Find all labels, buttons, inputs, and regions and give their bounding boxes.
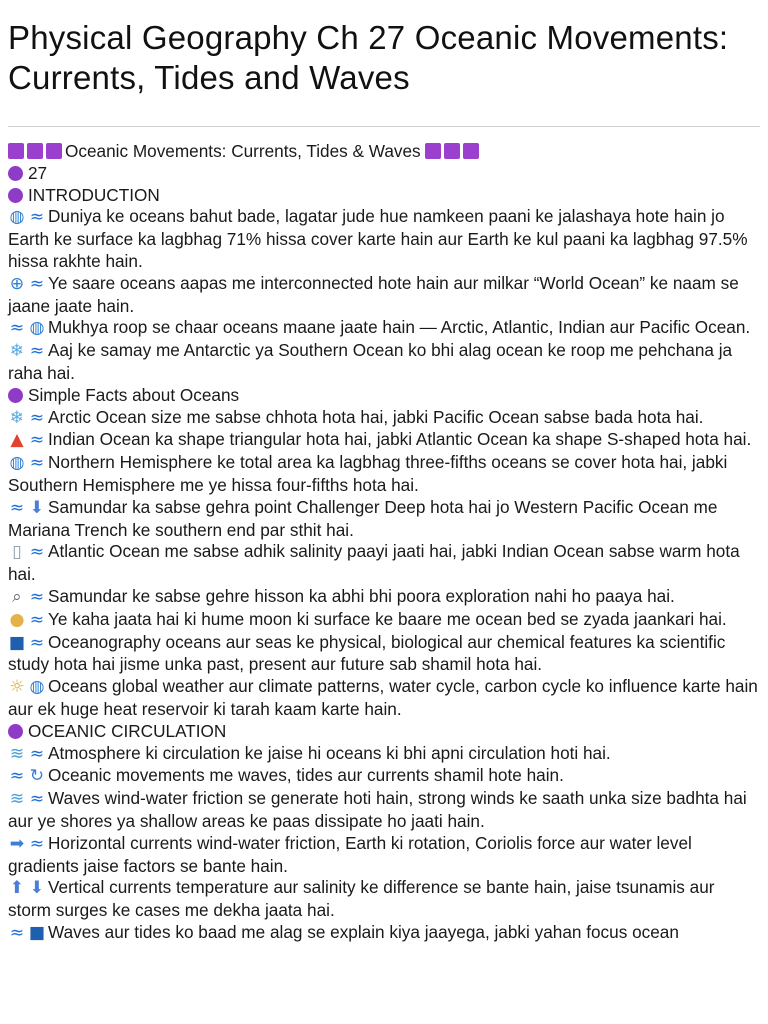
wave-icon: ≈	[29, 430, 45, 451]
wave-icon: ≈	[29, 586, 45, 607]
line-text: Aaj ke samay me Antarctic ya Southern Ocean ko bhi alag ocean ke roop me pehchana ja raha hai.	[8, 340, 733, 383]
globe-icon: ◍	[29, 318, 45, 339]
text-line	[8, 721, 760, 743]
magnifier-icon: ⌕	[12, 586, 22, 607]
wave-icon: ≈	[9, 922, 25, 943]
wind-icon: ≋	[9, 743, 25, 764]
line-text: Vertical currents temperature aur salinity ke difference se bante hain, jaise tsunamis aur storm surges ke cases me dekha jaata hai.	[8, 877, 715, 921]
purple-square	[444, 143, 460, 159]
wave-icon: ≈	[29, 542, 45, 563]
line-text: Arctic Ocean size me sabse chhota hota hai, jabki Pacific Ocean sabse bada hota hai.	[48, 406, 704, 427]
right-arrow-icon: ➡	[9, 833, 25, 854]
line-text: 27	[28, 162, 48, 183]
document-body	[8, 141, 760, 945]
line-text: Atlantic Ocean me sabse adhik salinity paayi jaati hai, jabki Indian Ocean sabse warm hota hai.	[8, 541, 740, 585]
down-arrow-icon: ⬇	[29, 497, 45, 518]
line-text: Horizontal currents wind-water friction, Earth ki rotation, Coriolis force aur water level gradients jaise factors se bante hain.	[8, 832, 692, 876]
wave-icon: ≈	[29, 273, 45, 294]
globe-meridians-icon: ⊕	[9, 273, 25, 294]
text-line	[8, 541, 760, 586]
line-text: Mukhya roop se chaar oceans maane jaate hain — Arctic, Atlantic, Indian aur Pacific Ocean.	[48, 317, 751, 338]
line-text: Oceanic Movements: Currents, Tides & Waves	[65, 141, 421, 161]
line-text: Ye kaha jaata hai ki hume moon ki surface ke baare me ocean bed se zyada jaankari hai.	[48, 608, 727, 629]
purple-square	[27, 143, 43, 159]
line-text: Ye saare oceans aapas me interconnected hote hain aur milkar “World Ocean” ke naam se jaane jaate hain.	[8, 272, 739, 316]
text-line	[8, 273, 760, 318]
globe-icon: ◍	[9, 453, 25, 474]
purple-circle	[8, 188, 23, 203]
purple-circle	[8, 388, 23, 403]
book-icon: ■	[8, 632, 26, 653]
text-line	[8, 609, 760, 632]
wave-icon: ≈	[29, 632, 45, 653]
line-text: Waves aur tides ko baad me alag se explain kiya jaayega, jabki yahan focus ocean	[48, 921, 679, 942]
line-text: Oceans global weather aur climate patterns, water cycle, carbon cycle ko influence karte hain aur ek huge heat reservoir ki tarah kaam karte hain.	[8, 676, 758, 719]
text-line	[8, 833, 760, 878]
snowflake-icon: ❄	[9, 341, 25, 362]
line-text: Simple Facts about Oceans	[28, 384, 240, 405]
purple-square	[46, 143, 62, 159]
line-text: Samundar ka sabse gehra point Challenger Deep hota hai jo Western Pacific Ocean me Mariana Trench ke southern end par sthit hai.	[8, 496, 718, 540]
purple-circle	[8, 166, 23, 181]
line-text: Duniya ke oceans bahut bade, lagatar jude hue namkeen paani ke jalashaya hote hain jo Earth ke surface ka lagbhag 71% hissa cover karte hain aur Earth ke kul paani ka lagbhag 97.5% hissa rakhte hain.	[8, 206, 748, 271]
globe-icon: ◍	[29, 677, 45, 698]
purple-square	[463, 143, 479, 159]
wave-icon: ≈	[9, 766, 25, 787]
text-line	[8, 185, 760, 207]
wave-icon: ≈	[29, 833, 45, 854]
line-text: Indian Ocean ka shape triangular hota hai, jabki Atlantic Ocean ka shape S-shaped hota hai.	[48, 429, 752, 450]
text-line	[8, 497, 760, 542]
line-text: OCEANIC CIRCULATION	[28, 720, 227, 741]
line-text: Samundar ke sabse gehre hisson ka abhi bhi poora exploration nahi ho paaya hai.	[48, 585, 675, 606]
wave-icon: ≈	[29, 341, 45, 362]
text-line	[8, 743, 760, 766]
text-line	[8, 385, 760, 407]
line-text: Atmosphere ki circulation ke jaise hi oceans ki bhi apni circulation hoti hai.	[48, 742, 611, 763]
book-icon: ■	[28, 922, 46, 943]
wave-icon: ≈	[29, 743, 45, 764]
wave-icon: ≈	[9, 318, 25, 339]
cycle-arrows-icon: ↻	[29, 766, 45, 787]
line-text: Northern Hemisphere ke total area ka lagbhag three-fifths oceans se cover hota hai, jabki Southern Hemisphere me ye hissa four-fifths hota hai.	[8, 452, 728, 495]
wave-icon: ≈	[29, 789, 45, 810]
wind-icon: ≋	[9, 789, 25, 810]
purple-square	[8, 143, 24, 159]
line-text: Waves wind-water friction se generate hoti hain, strong winds ke saath unka size badhta hai aur ye shores ya shallow areas ke paas dissipate ho jaati hain.	[8, 788, 747, 831]
title-divider	[8, 126, 760, 127]
text-line	[8, 407, 760, 430]
sun-cloud-icon: ☼	[9, 677, 25, 698]
text-line	[8, 765, 760, 788]
purple-square	[425, 143, 441, 159]
wave-icon: ≈	[29, 207, 45, 228]
line-text: Oceanography oceans aur seas ke physical, biological aur chemical features ka scientific study hota hai jisme unka past, present aur future sab shamil hota hai.	[8, 631, 726, 675]
line-text: INTRODUCTION	[28, 184, 160, 205]
snowflake-icon: ❄	[9, 407, 25, 428]
up-arrow-icon: ⬆	[9, 878, 25, 899]
text-line	[8, 877, 760, 922]
text-line	[8, 340, 760, 385]
globe-icon: ◍	[9, 207, 25, 228]
wave-icon: ≈	[9, 497, 25, 518]
down-arrow-icon: ⬇	[29, 878, 45, 899]
text-line	[8, 317, 760, 340]
wave-icon: ≈	[29, 453, 45, 474]
text-line	[8, 676, 760, 721]
line-text: Oceanic movements me waves, tides aur currents shamil hote hain.	[48, 765, 564, 786]
moon-icon: ●	[9, 609, 25, 630]
text-line	[8, 788, 760, 833]
text-line	[8, 452, 760, 497]
page-title: Physical Geography Ch 27 Oceanic Movements: Currents, Tides and Waves	[8, 19, 729, 96]
salt-shaker-icon: ▯	[12, 542, 22, 563]
text-line	[8, 586, 760, 609]
text-line	[8, 922, 760, 945]
purple-circle	[8, 724, 23, 739]
text-line	[8, 429, 760, 452]
text-line	[8, 632, 760, 677]
text-line	[8, 206, 760, 272]
red-triangle-icon: ▲	[10, 430, 24, 451]
wave-icon: ≈	[29, 609, 45, 630]
text-line	[8, 141, 760, 163]
text-line	[8, 163, 760, 185]
wave-icon: ≈	[29, 407, 45, 428]
